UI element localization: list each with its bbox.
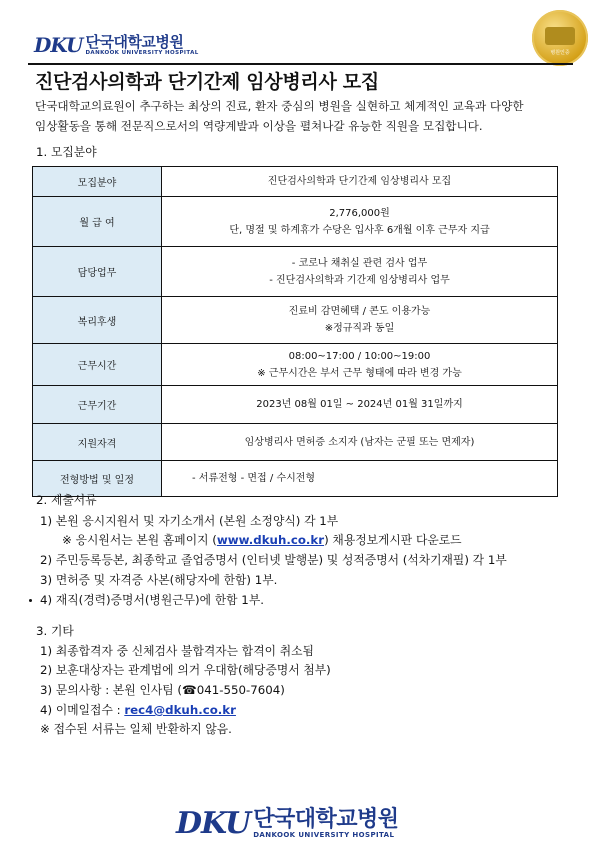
page-title: 진단검사의학과 단기간제 임상병리사 모집 [35, 71, 379, 93]
etc-item: 2) 보훈대상자는 관계법에 의거 우대함(해당증명서 첨부) [40, 663, 331, 677]
section-heading-documents: 2. 제출서류 [36, 493, 97, 507]
logo-korean-name: 단국대학교병원 [253, 806, 399, 832]
etc-item: 4) 이메일접수 : rec4@dkuh.co.kr [40, 703, 236, 717]
hospital-logo-footer [176, 806, 398, 841]
doc-item: 2) 주민등록등본, 최종학교 졸업증명서 (인터넷 발행분) 및 성적증명서 (석차기재필) 각 1부 [40, 553, 507, 567]
etc-item: 1) 최종합격자 중 신체검사 불합격자는 합격이 취소됨 [40, 644, 314, 658]
row-value: 진단검사의학과 단기간제 임상병리사 모집 [162, 167, 558, 197]
section-heading-recruitment: 1. 모집분야 [36, 145, 97, 159]
row-key: 지원자격 [33, 424, 162, 461]
homepage-link[interactable]: www.dkuh.co.kr [216, 533, 325, 547]
table-row [33, 386, 558, 424]
doc-item: 1) 본원 응시지원서 및 자기소개서 (본원 소정양식) 각 1부 [40, 514, 339, 528]
table-row [33, 461, 558, 497]
doc-item: 3) 면허증 및 자격증 사본(해당자에 한함) 1부. [40, 573, 278, 587]
row-key: 복리후생 [33, 297, 162, 344]
row-key: 근무시간 [33, 344, 162, 386]
row-key: 전형방법 및 일정 [33, 461, 162, 497]
doc-item: 4) 재직(경력)증명서(병원근무)에 한함 1부. [40, 593, 264, 607]
intro-line: 임상활동을 통해 전문직으로서의 역량계발과 이상을 펼쳐나갈 유능한 직원을 모집합니다. [35, 119, 483, 133]
section-heading-etc: 3. 기타 [36, 624, 74, 638]
hospital-logo [34, 33, 199, 57]
row-value: 2023년 08월 01일 ~ 2024년 01월 31일까지 [162, 386, 558, 424]
logo-mark: DKU [176, 806, 251, 841]
table-row [33, 297, 558, 344]
row-key: 담당업무 [33, 247, 162, 297]
bullet-dot [29, 599, 32, 602]
logo-mark: DKU [34, 33, 83, 57]
recruitment-table [32, 166, 558, 497]
title-divider [28, 63, 573, 65]
logo-korean-name: 단국대학교병원 [85, 32, 184, 51]
row-key: 월 급 여 [33, 197, 162, 247]
certification-badge-icon: 병원인증 [532, 10, 588, 66]
table-row [33, 167, 558, 197]
etc-item: ※ 접수된 서류는 일체 반환하지 않음. [40, 722, 232, 736]
row-key: 근무기간 [33, 386, 162, 424]
table-row [33, 197, 558, 247]
row-value: 진료비 감면혜택 / 콘도 이용가능 ※정규직과 동일 [162, 297, 558, 344]
logo-english-name: DANKOOK UNIVERSITY HOSPITAL [85, 49, 199, 56]
doc-note: ※ 응시원서는 본원 홈페이지 (www.dkuh.co.kr) 채용정보게시판 다운로드 [62, 533, 462, 547]
email-link[interactable]: rec4@dkuh.co.kr [124, 703, 236, 717]
table-row [33, 344, 558, 386]
etc-item: 3) 문의사항 : 본원 인사팀 (☎041-550-7604) [40, 683, 285, 697]
intro-line: 단국대학교의료원이 추구하는 최상의 진료, 환자 중심의 병원을 실현하고 체계적인 교육과 다양한 [35, 99, 524, 113]
intro-paragraph [35, 96, 575, 136]
row-key: 모집분야 [33, 167, 162, 197]
logo-english-name: DANKOOK UNIVERSITY HOSPITAL [253, 830, 395, 839]
row-value: 2,776,000원 단, 명절 및 하계휴가 수당은 입사후 6개월 이후 근무자 지급 [162, 197, 558, 247]
row-value: 임상병리사 면허증 소지자 (남자는 군필 또는 면제자) [162, 424, 558, 461]
table-row [33, 424, 558, 461]
row-value: 08:00~17:00 / 10:00~19:00 ※ 근무시간은 부서 근무 형태에 따라 변경 가능 [162, 344, 558, 386]
row-value: - 서류전형 - 면접 / 수시전형 [162, 461, 558, 497]
row-value: - 코로나 채취실 관련 검사 업무 - 진단검사의학과 기간제 임상병리사 업무 [162, 247, 558, 297]
table-row [33, 247, 558, 297]
